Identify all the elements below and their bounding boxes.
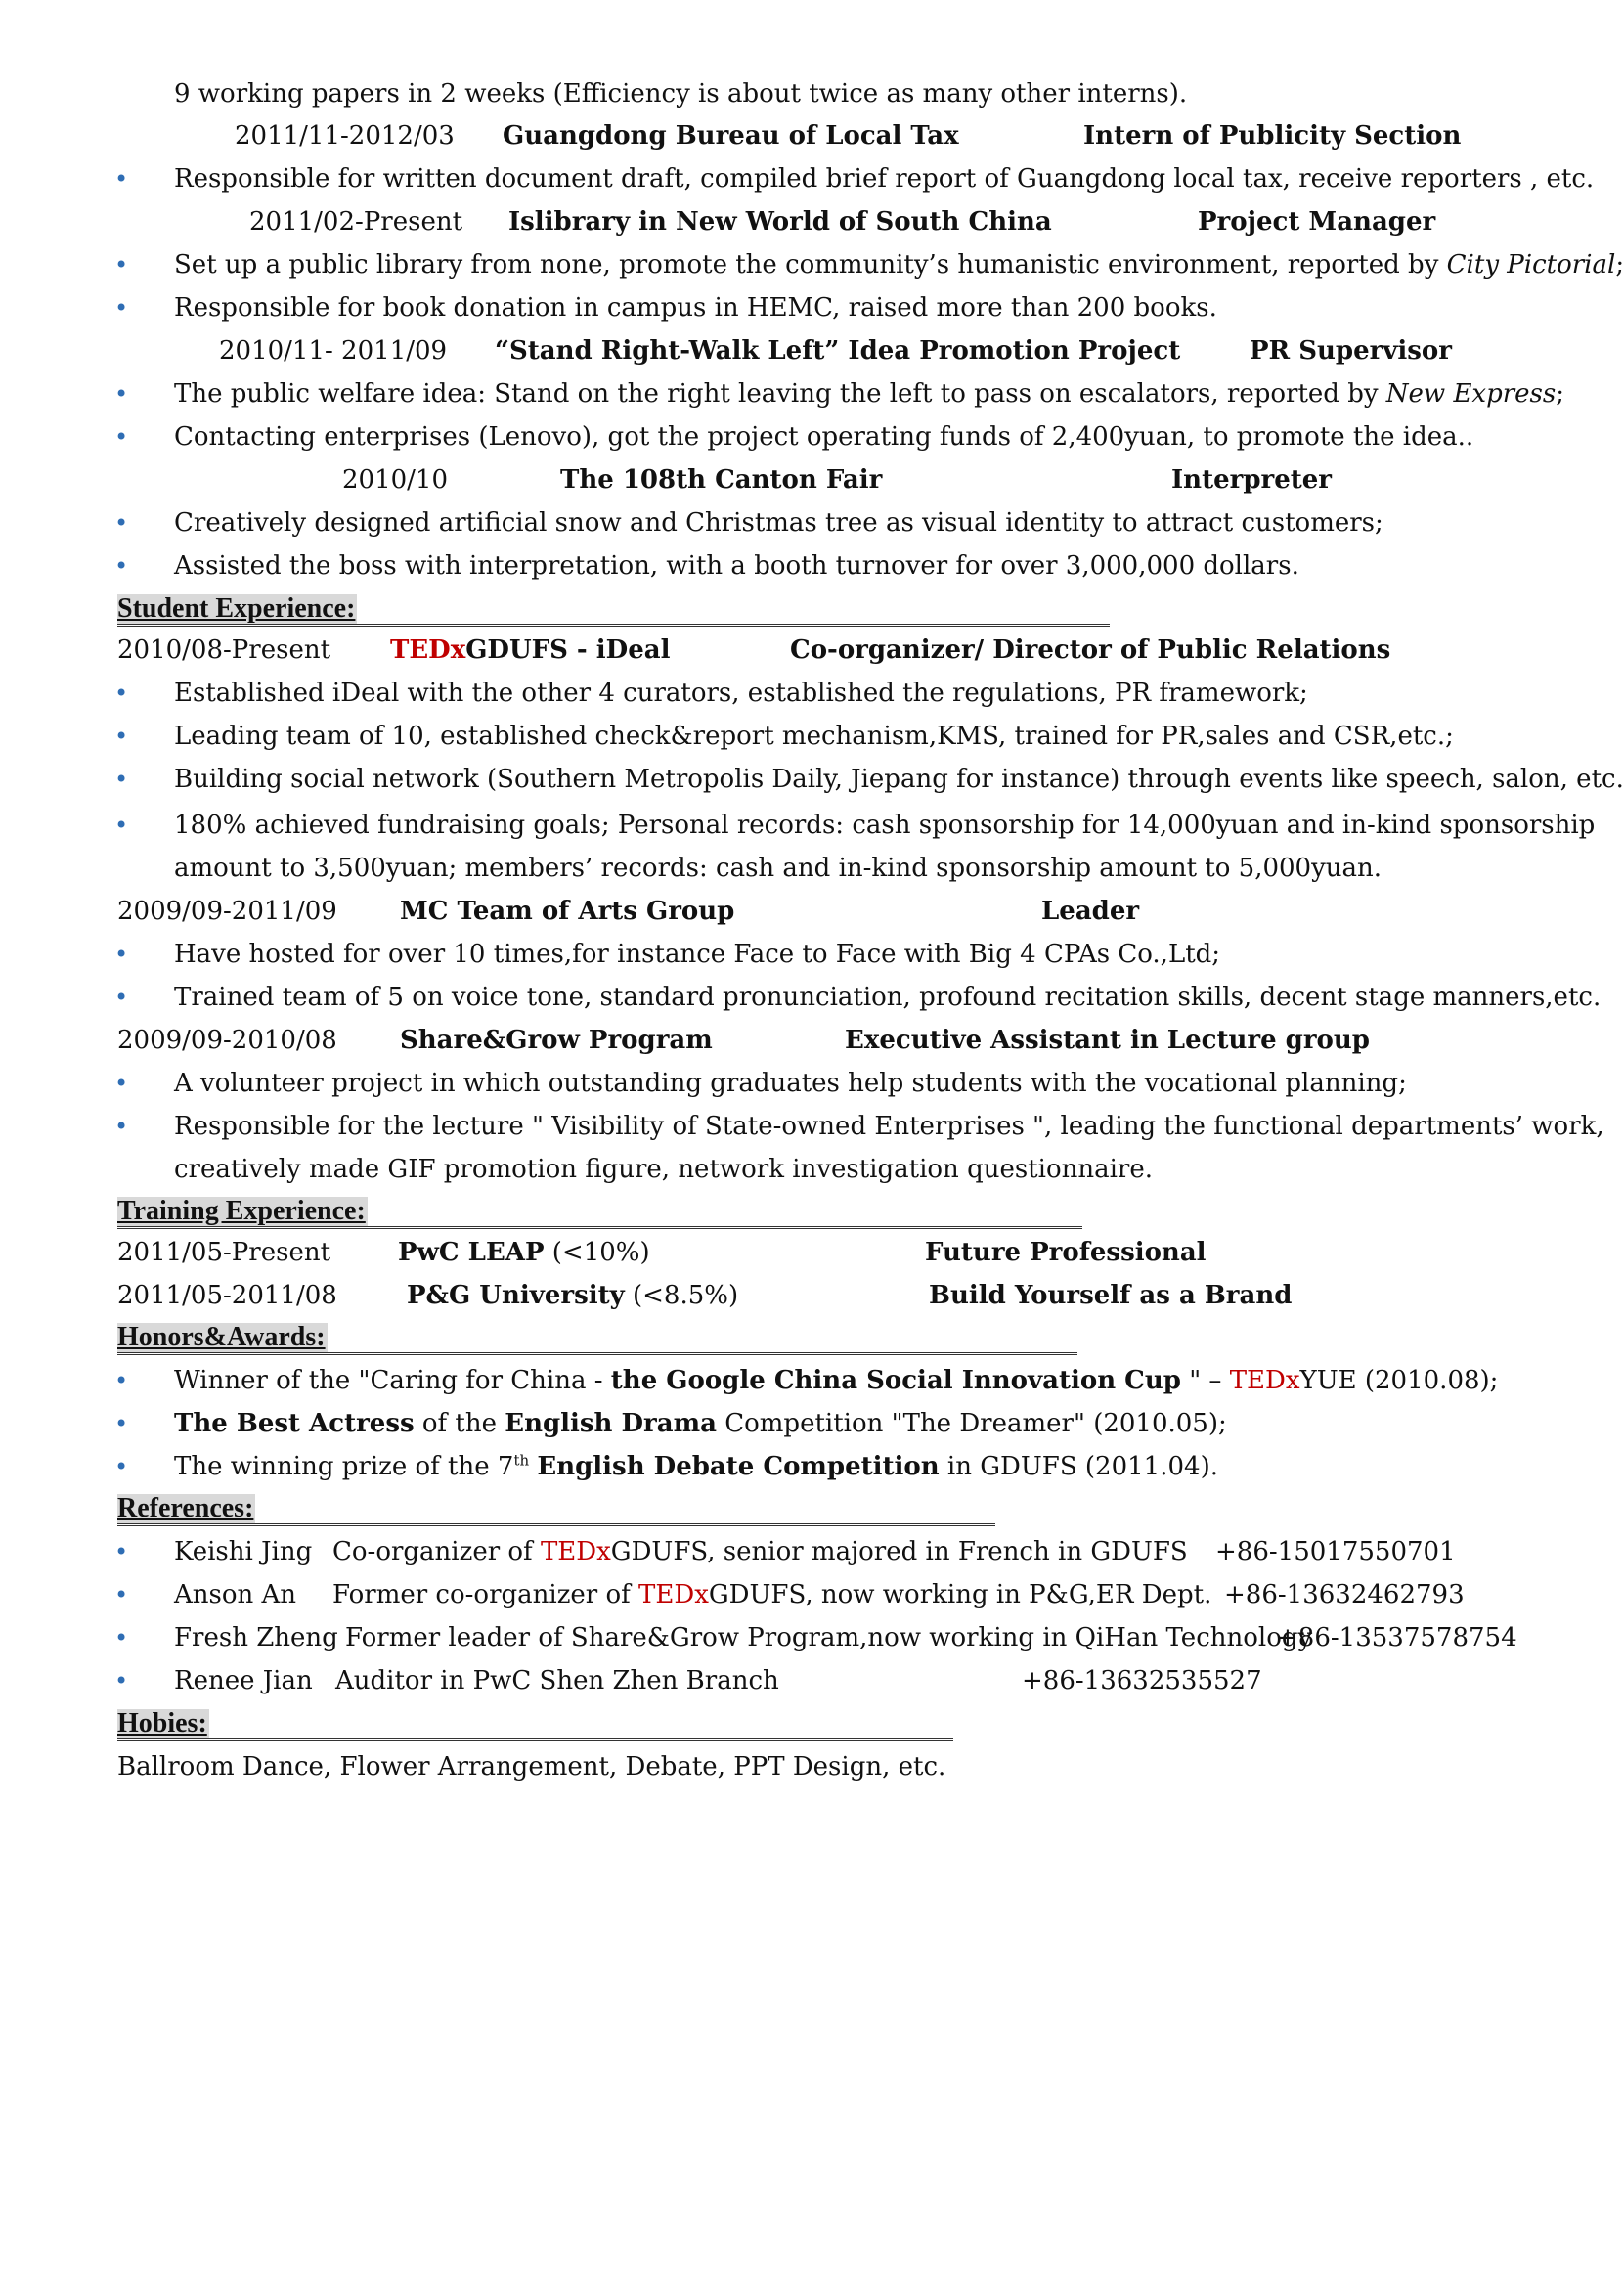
list-item: • A volunteer project in which outstanding graduates help students with the vocational planning; xyxy=(0,1062,1617,1105)
section-header-honors: Honors&Awards: xyxy=(117,1323,1077,1355)
entry-tedx-header xyxy=(0,629,1617,672)
section-header-references: References: xyxy=(117,1494,995,1526)
bullet-icon: • xyxy=(114,1367,129,1394)
entry-role: Future Professional xyxy=(925,1238,1207,1267)
reference-item xyxy=(0,1616,1617,1659)
bullet-icon: • xyxy=(114,1453,129,1480)
reference-desc: Auditor in PwC Shen Zhen Branch xyxy=(335,1666,779,1695)
bullet-icon: • xyxy=(114,1538,129,1565)
list-item: • The public welfare idea: Stand on the right leaving the left to pass on escalators, reported by New Express; xyxy=(0,373,1617,416)
bullet-icon: • xyxy=(114,1070,129,1097)
entry-org: MC Team of Arts Group xyxy=(400,897,735,926)
reference-name: Renee Jian xyxy=(174,1666,313,1695)
reference-name: Anson An xyxy=(174,1580,297,1609)
entry-role: Interpreter xyxy=(1171,465,1332,495)
reference-phone: +86-13632535527 xyxy=(1022,1666,1262,1695)
entry-date: 2011/05-2011/08 xyxy=(117,1281,337,1310)
list-item: • Building social network (Southern Metropolis Daily, Jiepang for instance) through events like speech, salon, etc. xyxy=(0,758,1617,801)
section-header-hobbies: Hobies: xyxy=(117,1709,953,1741)
list-item-continued: creatively made GIF promotion figure, network investigation questionnaire. xyxy=(174,1155,1153,1184)
entry-date: 2010/11- 2011/09 xyxy=(219,336,448,366)
entry-role: PR Supervisor xyxy=(1250,336,1452,366)
entry-mc-header xyxy=(0,890,1617,933)
list-item: • The Best Actress of the English Drama Competition "The Dreamer" (2010.05); xyxy=(0,1402,1617,1445)
training-row xyxy=(0,1231,1617,1274)
bullet-icon: • xyxy=(114,984,129,1011)
reference-desc: Former co-organizer of TEDxGDUFS, now working in P&G,ER Dept. xyxy=(332,1580,1212,1609)
list-item: • Responsible for book donation in campus in HEMC, raised more than 200 books. xyxy=(0,286,1617,330)
section-header-training: Training Experience: xyxy=(117,1197,1082,1229)
entry-org: The 108th Canton Fair xyxy=(560,465,883,495)
entry-library-header xyxy=(0,200,1617,243)
bullet-icon: • xyxy=(114,1624,129,1651)
reference-phone: +86-13632462793 xyxy=(1224,1580,1465,1609)
list-item: • Leading team of 10, established check&report mechanism,KMS, trained for PR,sales and CSR,etc.; xyxy=(0,715,1617,758)
bullet-icon: • xyxy=(114,812,129,839)
bullet-icon: • xyxy=(114,1667,129,1694)
bullet-icon: • xyxy=(114,380,129,408)
reference-desc: Former leader of Share&Grow Program,now working in QiHan Technology xyxy=(345,1623,1313,1652)
section-header-student: Student Experience: xyxy=(117,594,1110,627)
bullet-icon: • xyxy=(114,1581,129,1608)
list-item: • Assisted the boss with interpretation, with a booth turnover for over 3,000,000 dollars. xyxy=(0,545,1617,588)
entry-date: 2010/10 xyxy=(342,465,449,495)
entry-org: TEDxGDUFS - iDeal xyxy=(390,636,671,665)
entry-date: 2009/09-2011/09 xyxy=(117,897,337,926)
reference-name: Fresh Zheng xyxy=(174,1623,338,1652)
entry-role: Project Manager xyxy=(1198,207,1436,237)
intro-line: 9 working papers in 2 weeks (Efficiency is about twice as many other interns). xyxy=(174,79,1188,109)
reference-desc: Co-organizer of TEDxGDUFS, senior majored in French in GDUFS xyxy=(332,1537,1188,1566)
entry-org: Guangdong Bureau of Local Tax xyxy=(503,121,959,151)
bullet-icon: • xyxy=(114,1410,129,1437)
entry-share-header xyxy=(0,1019,1617,1062)
list-item: • Responsible for the lecture " Visibility of State-owned Enterprises ", leading the functional departments’ work, xyxy=(0,1105,1617,1148)
list-item: • 180% achieved fundraising goals; Personal records: cash sponsorship for 14,000yuan and in-kind sponsorship xyxy=(0,804,1617,847)
entry-stand-header xyxy=(0,330,1617,373)
entry-org: Islibrary in New World of South China xyxy=(508,207,1052,237)
bullet-icon: • xyxy=(114,251,129,279)
entry-org: P&G University (<8.5%) xyxy=(407,1281,739,1310)
bullet-icon: • xyxy=(114,423,129,451)
reference-phone: +86-13537578754 xyxy=(1277,1623,1517,1652)
training-row xyxy=(0,1274,1617,1317)
bullet-icon: • xyxy=(114,552,129,580)
list-item: • Set up a public library from none, promote the community’s humanistic environment, reported by City Pictorial; xyxy=(0,243,1617,286)
list-item-continued: amount to 3,500yuan; members’ records: cash and in-kind sponsorship amount to 5,000yuan. xyxy=(174,854,1383,883)
bullet-icon: • xyxy=(114,941,129,968)
list-item: • The winning prize of the 7th English Debate Competition in GDUFS (2011.04). xyxy=(0,1445,1617,1488)
list-item: • Responsible for written document draft, compiled brief report of Guangdong local tax, receive reporters , etc. xyxy=(0,157,1617,200)
entry-date: 2011/05-Present xyxy=(117,1238,331,1267)
bullet-icon: • xyxy=(114,766,129,793)
entry-role: Leader xyxy=(1041,897,1140,926)
reference-name: Keishi Jing xyxy=(174,1537,313,1566)
entry-date: 2010/08-Present xyxy=(117,636,331,665)
bullet-icon: • xyxy=(114,509,129,537)
entry-canton-header xyxy=(0,459,1617,502)
list-item: • Creatively designed artificial snow and Christmas tree as visual identity to attract customers; xyxy=(0,502,1617,545)
entry-org: Share&Grow Program xyxy=(400,1026,713,1055)
entry-date: 2011/11-2012/03 xyxy=(235,121,455,151)
entry-org: PwC LEAP (<10%) xyxy=(398,1238,650,1267)
hobbies-text: Ballroom Dance, Flower Arrangement, Debate, PPT Design, etc. xyxy=(117,1752,946,1781)
bullet-icon: • xyxy=(114,294,129,322)
entry-date: 2011/02-Present xyxy=(249,207,463,237)
entry-role: Intern of Publicity Section xyxy=(1083,121,1462,151)
bullet-icon: • xyxy=(114,723,129,750)
entry-org: “Stand Right-Walk Left” Idea Promotion Project xyxy=(495,336,1181,366)
list-item: • Have hosted for over 10 times,for instance Face to Face with Big 4 CPAs Co.,Ltd; xyxy=(0,933,1617,976)
bullet-icon: • xyxy=(114,1113,129,1140)
bullet-icon: • xyxy=(114,165,129,193)
reference-item xyxy=(0,1530,1617,1573)
reference-item xyxy=(0,1659,1617,1702)
list-item: • Established iDeal with the other 4 curators, established the regulations, PR framework; xyxy=(0,672,1617,715)
list-item: • Trained team of 5 on voice tone, standard pronunciation, profound recitation skills, decent stage manners,etc. xyxy=(0,976,1617,1019)
list-item: • Winner of the "Caring for China - the Google China Social Innovation Cup " – TEDxYUE (2010.08); xyxy=(0,1359,1617,1402)
entry-role: Build Yourself as a Brand xyxy=(929,1281,1293,1310)
bullet-icon: • xyxy=(114,680,129,707)
entry-role: Executive Assistant in Lecture group xyxy=(845,1026,1370,1055)
entry-role: Co-organizer/ Director of Public Relations xyxy=(790,636,1391,665)
list-item: • Contacting enterprises (Lenovo), got the project operating funds of 2,400yuan, to promote the idea.. xyxy=(0,416,1617,459)
entry-date: 2009/09-2010/08 xyxy=(117,1026,337,1055)
reference-phone: +86-15017550701 xyxy=(1215,1537,1456,1566)
reference-item xyxy=(0,1573,1617,1616)
entry-tax-header xyxy=(0,114,1617,157)
